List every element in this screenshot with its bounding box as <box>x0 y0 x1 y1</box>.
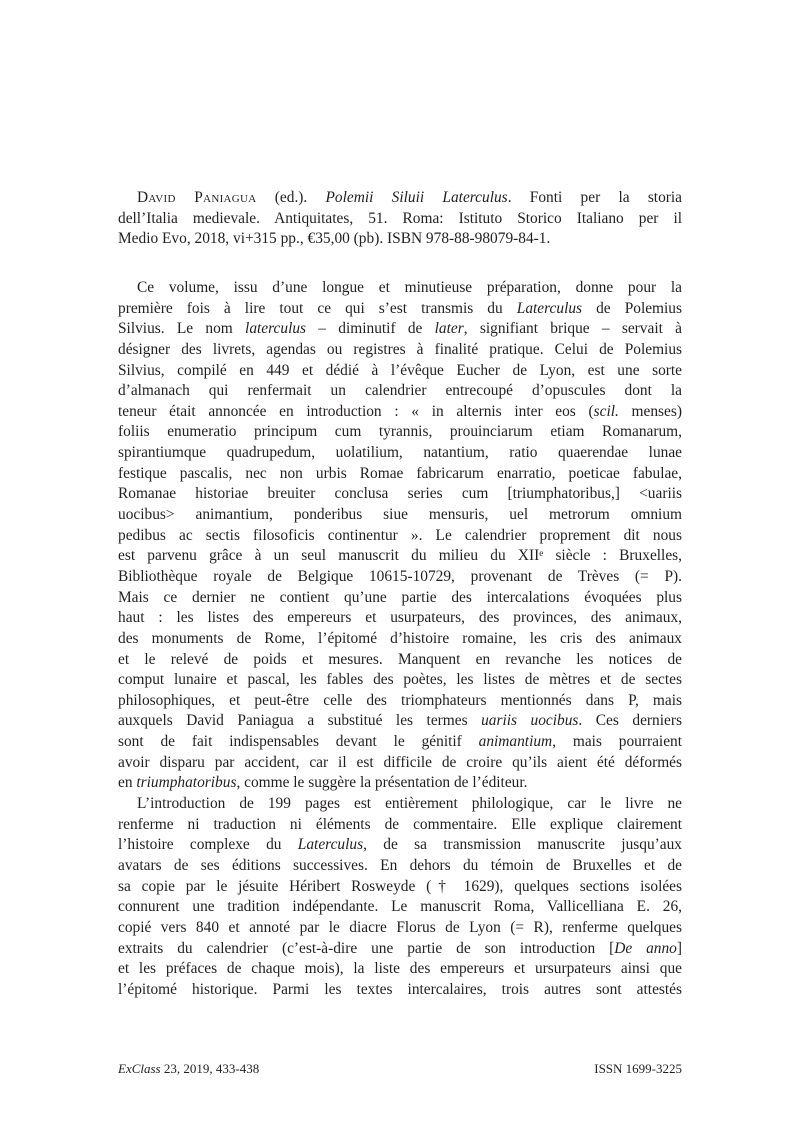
text-line <box>118 877 682 898</box>
italic-text: Laterculus <box>297 836 364 854</box>
text-run: première fois à lire tout ce qui s’est transmis du <box>118 299 517 317</box>
text-line <box>118 980 682 1001</box>
author-name: David Paniagua <box>137 189 257 206</box>
text-run: en <box>118 774 137 792</box>
text-line <box>118 691 682 712</box>
text-run: Bibliothèque royale de Belgique 10615-10729, provenant de Trèves (= P). <box>118 567 682 585</box>
text-line <box>118 835 682 856</box>
text-run: . Ces derniers <box>578 712 682 730</box>
journal-name: ExClass <box>118 1061 161 1076</box>
text-run: teneur était annoncée en introduction : « in alternis inter eos ( <box>118 402 594 420</box>
text-run: menses) <box>618 402 682 420</box>
reference-line <box>118 188 682 209</box>
text-run: auxquels David Paniagua a substitué les termes <box>118 712 482 730</box>
text-line <box>118 526 682 547</box>
text-line <box>118 959 682 980</box>
paragraph <box>118 794 682 1000</box>
text-run: pedibus ac sectis filosoficis continentur ». Le calendrier proprement dit nous <box>118 526 682 544</box>
italic-text: De anno <box>614 939 677 957</box>
text-run: d’almanach qui renfermait un calendrier entrecoupé d’opuscules dont la <box>118 382 682 400</box>
text-line <box>118 629 682 650</box>
text-run: avoir disparu par accident, car il est difficile de croire qu’ils aient été déformés <box>118 753 682 771</box>
text-line <box>118 939 682 960</box>
journal-volume-pages: 23, 2019, 433-438 <box>160 1061 260 1076</box>
text-run: copié vers 840 et annoté par le diacre Florus de Lyon (= R), renferme quelques <box>118 918 682 936</box>
text-line <box>118 319 682 340</box>
reference-line <box>118 209 682 230</box>
text-run: Ce volume, issu d’une longue et minutieuse préparation, donne pour la <box>137 279 682 296</box>
text-run: sont de fait indispensables devant le génitif <box>118 733 479 751</box>
text-run: avatars de ses éditions successives. En dehors du témoin de Bruxelles et de <box>118 856 682 874</box>
italic-text: uariis uocibus <box>481 712 579 730</box>
reference-line <box>118 229 682 250</box>
text-line <box>118 422 682 443</box>
text-run: mais pourraient <box>556 733 683 751</box>
italic-text: scil. <box>593 402 619 420</box>
text-run: et le relevé de poids et mesures. Manquent en revanche les notices de <box>118 650 682 668</box>
text-run: connurent une tradition indépendante. Le manuscrit Roma, Vallicelliana E. 26, <box>118 898 682 916</box>
text-line <box>118 670 682 691</box>
text-line <box>118 464 682 485</box>
footer-issn: ISSN 1699-3225 <box>594 1061 682 1076</box>
italic-text: Polemii Siluii Laterculus <box>325 189 508 206</box>
text-line <box>118 897 682 918</box>
text-line <box>118 484 682 505</box>
text-line <box>118 278 682 299</box>
text-run: haut : les listes des empereurs et usurpateurs, des provinces, des animaux, <box>118 609 682 627</box>
text-run: uocibus> animantium, ponderibus siue mensuris, uel metrorum omnium <box>118 506 682 524</box>
text-line <box>118 402 682 423</box>
text-run: Silvius, compilé en 449 et dédié à l’évêque Eucher de Lyon, est une sorte <box>118 361 682 379</box>
superscript: e <box>539 548 544 559</box>
review-body <box>118 278 682 1000</box>
text-line <box>118 505 682 526</box>
text-line <box>118 608 682 629</box>
italic-text: triumphatoribus <box>136 774 237 792</box>
text-line <box>118 567 682 588</box>
text-line <box>118 546 682 567</box>
text-line <box>118 650 682 671</box>
text-line <box>118 588 682 609</box>
text-run: Romanae historiae breuiter conclusa series cum [triumphatoribus,] <uariis <box>118 485 682 503</box>
text-run: festique pascalis, nec non urbis Romae fabricarum enarratio, poeticae fabulae, <box>118 464 682 482</box>
text-run: et les préfaces de chaque mois), la liste des empereurs et ursurpateurs ainsi que <box>118 960 682 978</box>
paragraph <box>118 278 682 794</box>
text-run: extraits du calendrier (c’est-à-dire une partie de son introduction [ <box>118 939 615 957</box>
text-run: Silvius. Le nom <box>118 320 246 338</box>
text-line <box>118 773 682 794</box>
text-run: comput lunaire et pascal, les fables des poètes, les listes de mètres et de sectes <box>118 671 682 689</box>
italic-text: later <box>434 320 464 338</box>
text-run: des monuments de Rome, l’épitomé d’histoire romaine, les cris des animaux <box>118 629 682 647</box>
text-line <box>118 361 682 382</box>
text-run: Mais ce dernier ne contient qu’une partie des intercalations évoquées plus <box>118 588 682 606</box>
text-run: – diminutif de <box>306 320 435 338</box>
text-run: L’introduction de 199 pages est entièrement philologique, car le livre ne <box>137 795 682 813</box>
text-run: l’épitomé historique. Parmi les textes intercalaires, trois autres sont attestés <box>118 980 682 998</box>
text-run: spirantiumque quadrupedum, uolatilium, natantium, ratio quaerendae lunae <box>118 444 682 462</box>
text-run: désigner des livrets, agendas ou registres à finalité pratique. Celui de Polemius <box>118 340 682 358</box>
text-line <box>118 299 682 320</box>
italic-text: animantium, <box>478 733 557 751</box>
text-run: , signifiant brique – servait à <box>463 320 682 338</box>
text-line <box>118 340 682 361</box>
text-run: est parvenu grâce à un seul manuscrit du milieu du XII <box>118 547 540 565</box>
footer-citation <box>118 1061 259 1077</box>
text-line <box>118 381 682 402</box>
text-run: siècle : Bruxelles, <box>543 547 682 565</box>
text-line <box>118 443 682 464</box>
text-run: Medio Evo, 2018, vi+315 pp., €35,00 (pb). ISBN 978-88-98079-84-1. <box>118 230 551 248</box>
text-line <box>118 815 682 836</box>
bibliographic-reference <box>118 188 682 250</box>
text-run: renferme ni traduction ni éléments de commentaire. Elle explique clairement <box>118 815 682 833</box>
text-line <box>118 856 682 877</box>
text-run: sa copie par le jésuite Héribert Rosweyde († 1629), quelques sections isolées <box>118 877 682 895</box>
text-line <box>118 794 682 815</box>
text-run: philosophiques, et peut-être celle des triomphateurs mentionnés dans P, mais <box>118 691 682 709</box>
text-line <box>118 711 682 732</box>
text-line <box>118 918 682 939</box>
text-run: , de sa transmission manuscrite jusqu’aux <box>363 836 682 854</box>
text-line <box>118 732 682 753</box>
text-run: ] <box>676 939 683 957</box>
text-run: (ed.). <box>256 189 326 206</box>
text-run: . Fonti per la storia <box>507 189 683 206</box>
page-footer <box>118 1061 682 1077</box>
text-line <box>118 753 682 774</box>
text-run: de Polemius <box>582 299 682 317</box>
text-run: foliis enumeratio principum cum tyrannis, prouinciarum etiam Romanarum, <box>118 423 682 441</box>
text-run: dell’Italia medievale. Antiquitates, 51. Roma: Istituto Storico Italiano per il <box>118 209 682 227</box>
italic-text: Laterculus <box>516 299 583 317</box>
text-run: , comme le suggère la présentation de l’éditeur. <box>236 774 528 792</box>
text-run: l’histoire complexe du <box>118 836 298 854</box>
italic-text: laterculus <box>245 320 307 338</box>
